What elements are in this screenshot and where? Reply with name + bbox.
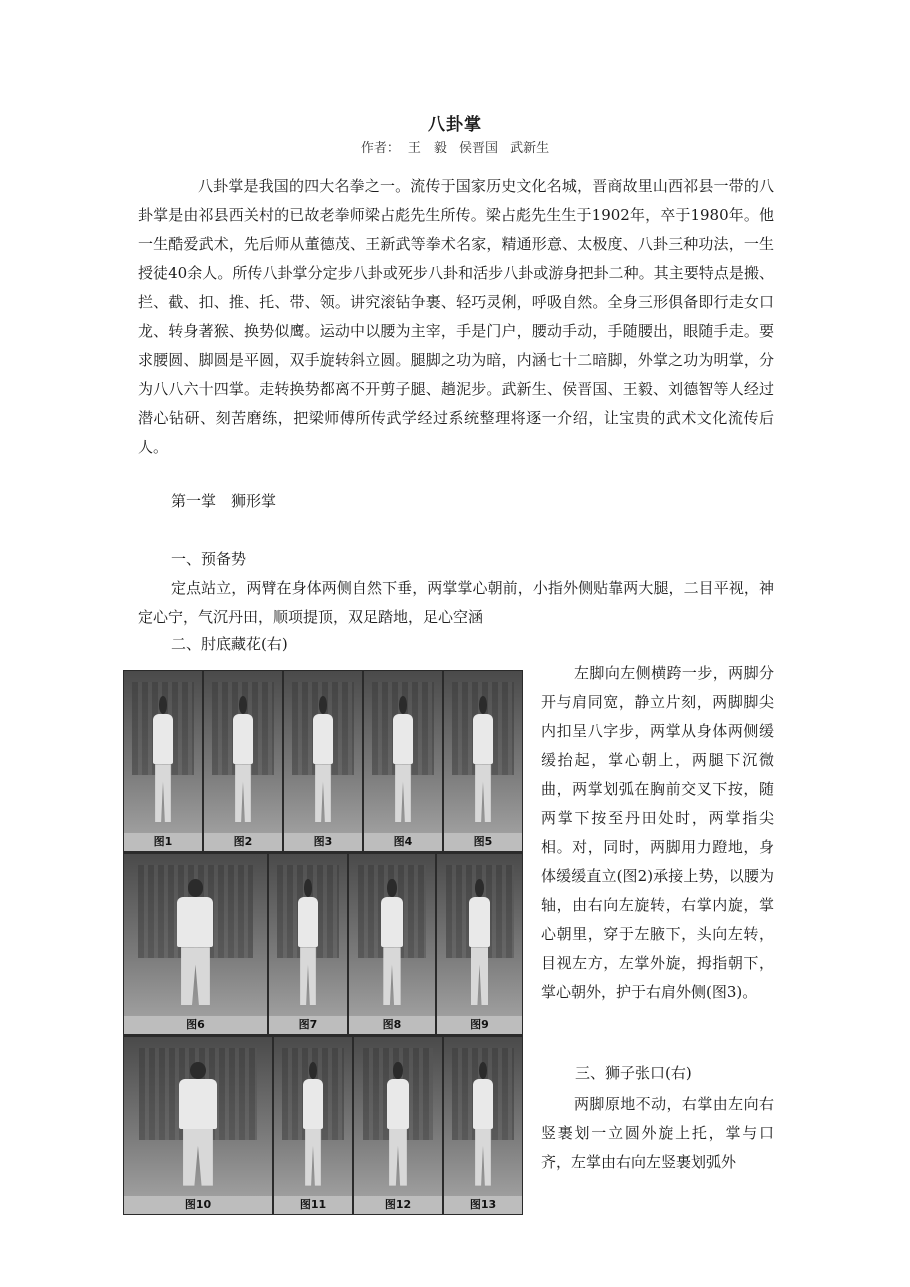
photo-sequence-figure: [123, 670, 523, 1215]
figure-photo: [274, 1037, 352, 1214]
figure-caption: 图7: [269, 1016, 347, 1034]
intro-paragraph: 八卦掌是我国的四大名拳之一。流传于国家历史文化名城，晋商故里山西祁县一带的八卦掌是由祁县西关村的已故老拳师梁占彪先生所传。梁占彪先生生于1902年，卒于1980年。他一生酷爱武术，先后师从董德茂、王新武等拳术名家，精通形意、太极度、八卦三种功法，一生授徒40余人。所传八卦掌分定步八卦或死步八卦和活步八卦或游身把卦二种。其主要特点是搬、拦、截、扣、推、托、带、领。讲究滚钻争裹、轻巧灵俐，呼吸自然。全身三形俱备即行走女口龙、转身著猴、换势似鹰。运动中以腰为主宰，手是门户，腰动手动，手随腰出，眼随手走。要求腰圆、脚圆是平圆，双手旋转斜立圆。腿脚之功为暗，内涵七十二暗脚，外掌之功为明掌，分为八八六十四掌。走转换势都离不开剪子腿、趟泥步。武新生、侯晋国、王毅、刘德智等人经过潜心钻研、刻苦磨练，把梁师傅所传武学经过系统整理将逐一介绍，让宝贵的武术文化流传后人。: [138, 177, 774, 456]
figure-caption: 图6: [124, 1016, 267, 1034]
author-name: 侯晋国: [459, 141, 499, 156]
figure-person: [469, 696, 497, 822]
figure-photo: [284, 671, 362, 851]
author-line: [0, 137, 910, 156]
figure-caption: 图5: [444, 833, 522, 851]
section-heading: 三、狮子张口(右): [575, 1064, 692, 1082]
figure-photo: [124, 671, 202, 851]
figure-person: [377, 879, 408, 1005]
page-title: 八卦掌: [428, 115, 482, 135]
figure-photo: [124, 1037, 272, 1214]
figure-photo: [354, 1037, 442, 1214]
figure-caption: 图1: [124, 833, 202, 851]
figure-caption: 图13: [444, 1196, 522, 1214]
figure-photo: [364, 671, 442, 851]
figure-photo: [349, 854, 435, 1034]
section-paragraph: 左脚向左侧横跨一步，两脚分开与肩同宽，静立片刻，两脚脚尖内扣呈八字步，两掌从身体两侧缓缓抬起，掌心朝上，两腿下沉微曲，两掌划弧在胸前交叉下按，随两掌下按至丹田处时，两掌指尖相。对，同时，两脚用力蹬地，身体缓缓直立(图2)承接上势，以腰为轴，由右向左旋转，右掌内旋，掌心朝里，穿于左腋下，头向左转，目视左方，左掌外旋，拇指朝下，掌心朝外，护于右肩外侧(图3)。: [541, 664, 774, 1001]
figure-photo: [204, 671, 282, 851]
figure-caption: 图3: [284, 833, 362, 851]
figure-person: [229, 696, 257, 822]
section-heading: 二、肘底藏花(右): [171, 635, 288, 653]
figure-photo: [444, 1037, 522, 1214]
figure-caption: 图9: [437, 1016, 522, 1034]
figure-person: [309, 696, 337, 822]
figure-caption: 图10: [124, 1196, 272, 1214]
section-paragraph: 定点站立，两臂在身体两侧自然下垂，两掌掌心朝前，小指外侧贴靠两大腿，二目平视，神定心宁，气沉丹田，顺项提顶，双足踏地，足心空涵: [138, 579, 774, 626]
author-name: 王 毅: [407, 141, 447, 156]
figure-caption: 图4: [364, 833, 442, 851]
figure-caption: 图11: [274, 1196, 352, 1214]
section-paragraph: 两脚原地不动，右掌由左向右竖裹划一立圆外旋上托，掌与口齐，左掌由右向左竖裹划弧外: [541, 1095, 774, 1171]
figure-person: [171, 1062, 224, 1186]
author-name: 武新生: [510, 141, 550, 156]
author-label: 作者：: [360, 141, 400, 156]
figure-photo: [444, 671, 522, 851]
figure-caption: 图8: [349, 1016, 435, 1034]
figure-caption: 图12: [354, 1196, 442, 1214]
figure-person: [294, 879, 322, 1005]
figure-photo: [437, 854, 522, 1034]
figure-person: [389, 696, 417, 822]
figure-person: [464, 879, 495, 1005]
figure-photo: [124, 854, 267, 1034]
figure-person: [170, 879, 221, 1005]
figure-photo: [269, 854, 347, 1034]
chapter-heading: 第一掌 狮形掌: [171, 492, 277, 510]
figure-person: [469, 1062, 497, 1186]
figure-person: [299, 1062, 327, 1186]
figure-caption: 图2: [204, 833, 282, 851]
figure-person: [149, 696, 177, 822]
section-heading: 一、预备势: [171, 550, 247, 568]
figure-person: [382, 1062, 414, 1186]
